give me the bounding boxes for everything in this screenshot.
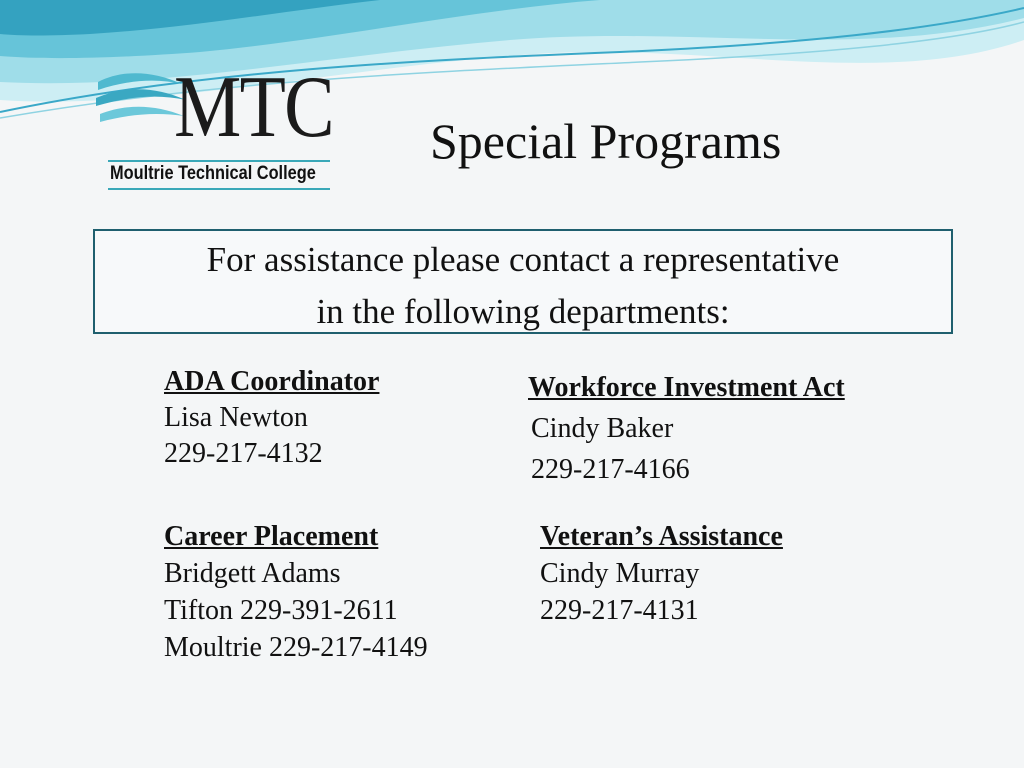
notice-line-2: in the following departments:	[316, 292, 730, 331]
contact-phone: 229-217-4166	[531, 454, 690, 485]
notice-line-1: For assistance please contact a representative	[206, 240, 840, 279]
logo-abbrev: MTC	[174, 59, 333, 156]
contact-ada-coordinator	[164, 364, 379, 472]
contact-veterans-assistance	[540, 518, 783, 629]
page-title: Special Programs	[430, 113, 782, 169]
contact-career-placement	[164, 518, 428, 666]
mtc-logo	[96, 59, 336, 184]
contact-heading: ADA Coordinator	[164, 366, 380, 397]
contact-workforce-investment-act	[528, 367, 845, 490]
contact-phone: 229-217-4132	[164, 438, 323, 469]
contact-heading: Career Placement	[164, 521, 379, 552]
logo-college-name: Moultrie Technical College	[110, 163, 316, 184]
contact-phone-tifton: Tifton 229-391-2611	[164, 595, 398, 626]
contact-phone-moultrie: Moultrie 229-217-4149	[164, 632, 428, 663]
logo-divider	[108, 160, 330, 162]
logo-divider-bottom	[108, 188, 330, 190]
contact-name: Cindy Murray	[540, 558, 700, 589]
assistance-notice-box	[93, 229, 953, 334]
contact-name: Bridgett Adams	[164, 558, 341, 589]
contact-heading: Workforce Investment Act	[528, 372, 845, 403]
contact-name: Cindy Baker	[531, 413, 674, 444]
contact-phone: 229-217-4131	[540, 595, 699, 626]
contact-heading: Veteran’s Assistance	[540, 521, 783, 552]
contact-name: Lisa Newton	[164, 402, 308, 433]
